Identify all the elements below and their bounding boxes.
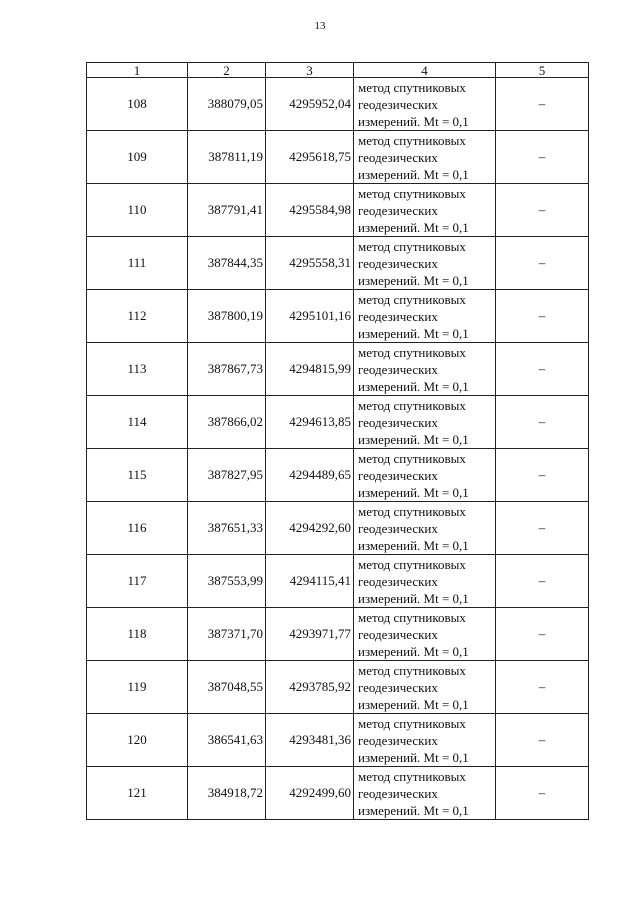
header-cell-4: 4 <box>354 63 496 78</box>
y-coordinate-cell: 4295558,31 <box>266 237 354 290</box>
method-text-line: метод спутниковых <box>358 556 466 572</box>
point-number-cell: 113 <box>87 343 188 396</box>
method-text-line: измерений. Mt = 0,1 <box>358 696 469 712</box>
x-coordinate-cell: 387800,19 <box>188 290 266 343</box>
method-text-line: измерений. Mt = 0,1 <box>358 749 469 765</box>
method-text-line: геодезических <box>358 467 438 483</box>
table-row <box>87 714 589 767</box>
y-coordinate-cell: 4293971,77 <box>266 608 354 661</box>
table-row <box>87 502 589 555</box>
x-coordinate-cell: 386541,63 <box>188 714 266 767</box>
point-number-cell: 119 <box>87 661 188 714</box>
note-cell: – <box>496 78 589 131</box>
method-cell <box>354 608 496 661</box>
method-text-line: метод спутниковых <box>358 291 466 307</box>
header-cell-5: 5 <box>496 63 589 78</box>
method-text-line: метод спутниковых <box>358 768 466 784</box>
point-number-cell: 110 <box>87 184 188 237</box>
note-cell: – <box>496 555 589 608</box>
table-row <box>87 555 589 608</box>
table-row <box>87 78 589 131</box>
note-cell: – <box>496 131 589 184</box>
method-cell <box>354 78 496 131</box>
method-text-line: измерений. Mt = 0,1 <box>358 802 469 818</box>
method-text-line: измерений. Mt = 0,1 <box>358 166 469 182</box>
method-text-line: метод спутниковых <box>358 238 466 254</box>
point-number-cell: 121 <box>87 767 188 820</box>
method-text-line: геодезических <box>358 520 438 536</box>
method-text-line: геодезических <box>358 96 438 112</box>
method-cell <box>354 396 496 449</box>
y-coordinate-cell: 4293481,36 <box>266 714 354 767</box>
x-coordinate-cell: 387371,70 <box>188 608 266 661</box>
x-coordinate-cell: 387844,35 <box>188 237 266 290</box>
method-text-line: измерений. Mt = 0,1 <box>358 378 469 394</box>
y-coordinate-cell: 4295101,16 <box>266 290 354 343</box>
y-coordinate-cell: 4292499,60 <box>266 767 354 820</box>
note-cell: – <box>496 661 589 714</box>
table-row <box>87 661 589 714</box>
table-header <box>87 63 589 78</box>
method-text-line: геодезических <box>358 361 438 377</box>
x-coordinate-cell: 387651,33 <box>188 502 266 555</box>
point-number-cell: 116 <box>87 502 188 555</box>
y-coordinate-cell: 4294815,99 <box>266 343 354 396</box>
method-text-line: метод спутниковых <box>358 185 466 201</box>
y-coordinate-cell: 4294613,85 <box>266 396 354 449</box>
method-cell <box>354 343 496 396</box>
x-coordinate-cell: 387048,55 <box>188 661 266 714</box>
method-text-line: метод спутниковых <box>358 715 466 731</box>
method-cell <box>354 237 496 290</box>
method-cell <box>354 555 496 608</box>
method-text-line: геодезических <box>358 255 438 271</box>
method-text-line: геодезических <box>358 149 438 165</box>
method-text-line: метод спутниковых <box>358 450 466 466</box>
method-text-line: измерений. Mt = 0,1 <box>358 484 469 500</box>
note-cell: – <box>496 767 589 820</box>
table-row <box>87 237 589 290</box>
method-cell <box>354 502 496 555</box>
header-cell-2: 2 <box>188 63 266 78</box>
method-text-line: метод спутниковых <box>358 662 466 678</box>
x-coordinate-cell: 387866,02 <box>188 396 266 449</box>
method-text-line: метод спутниковых <box>358 609 466 625</box>
method-text-line: геодезических <box>358 573 438 589</box>
y-coordinate-cell: 4295618,75 <box>266 131 354 184</box>
method-text-line: измерений. Mt = 0,1 <box>358 272 469 288</box>
method-cell <box>354 661 496 714</box>
y-coordinate-cell: 4293785,92 <box>266 661 354 714</box>
x-coordinate-cell: 388079,05 <box>188 78 266 131</box>
method-text-line: метод спутниковых <box>358 503 466 519</box>
coordinates-table <box>86 62 589 820</box>
note-cell: – <box>496 184 589 237</box>
method-cell <box>354 449 496 502</box>
table-body <box>87 78 589 820</box>
y-coordinate-cell: 4295584,98 <box>266 184 354 237</box>
table-row <box>87 290 589 343</box>
method-text-line: геодезических <box>358 414 438 430</box>
method-text-line: измерений. Mt = 0,1 <box>358 219 469 235</box>
method-text-line: измерений. Mt = 0,1 <box>358 537 469 553</box>
method-text-line: измерений. Mt = 0,1 <box>358 431 469 447</box>
table-row <box>87 767 589 820</box>
point-number-cell: 115 <box>87 449 188 502</box>
x-coordinate-cell: 387827,95 <box>188 449 266 502</box>
method-text-line: измерений. Mt = 0,1 <box>358 643 469 659</box>
method-text-line: геодезических <box>358 785 438 801</box>
x-coordinate-cell: 387791,41 <box>188 184 266 237</box>
note-cell: – <box>496 714 589 767</box>
method-text-line: метод спутниковых <box>358 79 466 95</box>
method-cell <box>354 290 496 343</box>
x-coordinate-cell: 384918,72 <box>188 767 266 820</box>
method-text-line: метод спутниковых <box>358 132 466 148</box>
note-cell: – <box>496 290 589 343</box>
y-coordinate-cell: 4294489,65 <box>266 449 354 502</box>
point-number-cell: 118 <box>87 608 188 661</box>
table-row <box>87 449 589 502</box>
method-text-line: метод спутниковых <box>358 344 466 360</box>
point-number-cell: 108 <box>87 78 188 131</box>
method-text-line: измерений. Mt = 0,1 <box>358 590 469 606</box>
method-cell <box>354 767 496 820</box>
point-number-cell: 120 <box>87 714 188 767</box>
point-number-cell: 109 <box>87 131 188 184</box>
table-row <box>87 608 589 661</box>
table-row <box>87 184 589 237</box>
method-text-line: геодезических <box>358 679 438 695</box>
note-cell: – <box>496 449 589 502</box>
y-coordinate-cell: 4295952,04 <box>266 78 354 131</box>
point-number-cell: 112 <box>87 290 188 343</box>
x-coordinate-cell: 387811,19 <box>188 131 266 184</box>
note-cell: – <box>496 502 589 555</box>
note-cell: – <box>496 343 589 396</box>
note-cell: – <box>496 396 589 449</box>
table-row <box>87 131 589 184</box>
method-cell <box>354 714 496 767</box>
method-text-line: измерений. Mt = 0,1 <box>358 325 469 341</box>
y-coordinate-cell: 4294115,41 <box>266 555 354 608</box>
header-row <box>87 63 589 78</box>
point-number-cell: 114 <box>87 396 188 449</box>
note-cell: – <box>496 608 589 661</box>
table-row <box>87 343 589 396</box>
point-number-cell: 111 <box>87 237 188 290</box>
table-row <box>87 396 589 449</box>
header-cell-3: 3 <box>266 63 354 78</box>
header-cell-1: 1 <box>87 63 188 78</box>
method-text-line: геодезических <box>358 308 438 324</box>
method-text-line: геодезических <box>358 732 438 748</box>
method-text-line: геодезических <box>358 202 438 218</box>
x-coordinate-cell: 387553,99 <box>188 555 266 608</box>
method-text-line: метод спутниковых <box>358 397 466 413</box>
y-coordinate-cell: 4294292,60 <box>266 502 354 555</box>
note-cell: – <box>496 237 589 290</box>
method-text-line: измерений. Mt = 0,1 <box>358 113 469 129</box>
method-cell <box>354 131 496 184</box>
method-cell <box>354 184 496 237</box>
point-number-cell: 117 <box>87 555 188 608</box>
method-text-line: геодезических <box>358 626 438 642</box>
x-coordinate-cell: 387867,73 <box>188 343 266 396</box>
page-number: 13 <box>314 20 326 32</box>
